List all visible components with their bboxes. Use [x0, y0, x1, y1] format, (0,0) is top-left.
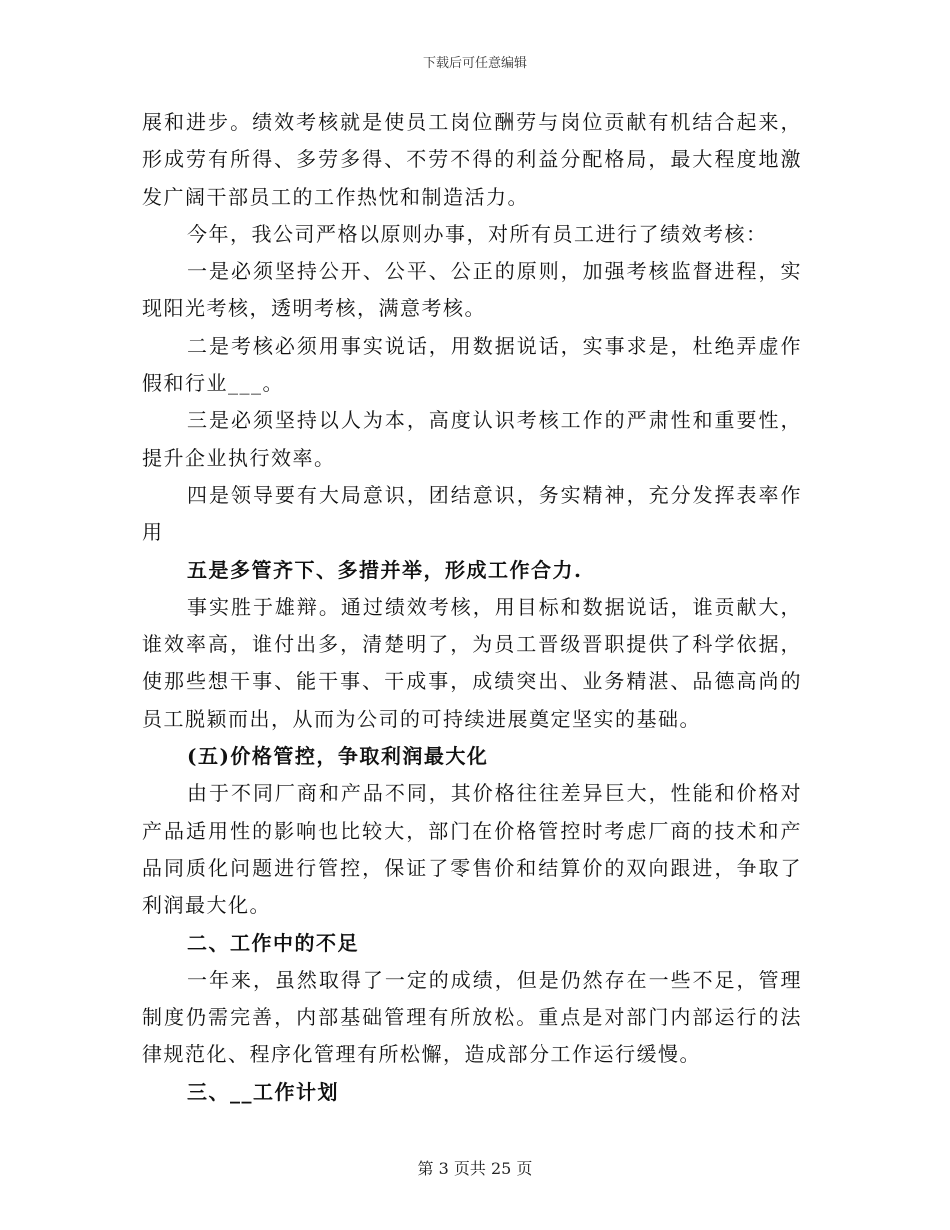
page-footer: 第 3 页共 25 页 — [417, 1159, 533, 1178]
paragraph-6: 四是领导要有大局意识，团结意识，务实精神，充分发挥表率作用 — [142, 482, 802, 545]
paragraph-1: 展和进步。绩效考核就是使员工岗位酬劳与岗位贡献有机结合起来，形成劳有所得、多劳多得、不劳不得的利益分配格局，最大程度地激发广阔干部员工的工作热忱和制造活力。 — [142, 110, 802, 209]
heading-fifth-point: 五是多管齐下、多措并举，形成工作合力. — [187, 557, 583, 582]
paragraph-8: 由于不同厂商和产品不同，其价格往往差异巨大，性能和价格对产品适用性的影响也比较大，部门在价格管控时考虑厂商的技术和产品同质化问题进行管控，保证了零售价和结算价的双向跟进，争取了利润最大化。 — [142, 781, 802, 918]
paragraph-7: 事实胜于雄辩。通过绩效考核，用目标和数据说话，谁贡献大，谁效率高，谁付出多，清楚明了，为员工晋级晋职提供了科学依据，使那些想干事、能干事、干成事，成绩突出、业务精湛、品德高尚的员工脱颖而出，从而为公司的可持续进展奠定坚实的基础。 — [142, 594, 802, 731]
heading-price-control: (五)价格管控，争取利润最大化 — [187, 744, 489, 769]
heading-shortcomings: 二、工作中的不足 — [187, 930, 359, 955]
paragraph-9: 一年来，虽然取得了一定的成绩，但是仍然存在一些不足，管理制度仍需完善，内部基础管理有所放松。重点是对部门内部运行的法律规范化、程序化管理有所松懈，造成部分工作运行缓慢。 — [142, 967, 802, 1067]
paragraph-5: 三是必须坚持以人为本，高度认识考核工作的严肃性和重要性，提升企业执行效率。 — [142, 408, 802, 470]
paragraph-2: 今年，我公司严格以原则办事，对所有员工进行了绩效考核： — [187, 221, 768, 246]
heading-work-plan: 三、__工作计划 — [187, 1079, 339, 1104]
page-header: 下载后可任意编辑 — [422, 56, 527, 71]
document-body — [142, 104, 802, 1111]
paragraph-3: 一是必须坚持公开、公平、公正的原则，加强考核监督进程，实现阳光考核，透明考核，满意考核。 — [142, 259, 802, 321]
paragraph-4: 二是考核必须用事实说话，用数据说话，实事求是，杜绝弄虚作假和行业___。 — [142, 333, 802, 396]
